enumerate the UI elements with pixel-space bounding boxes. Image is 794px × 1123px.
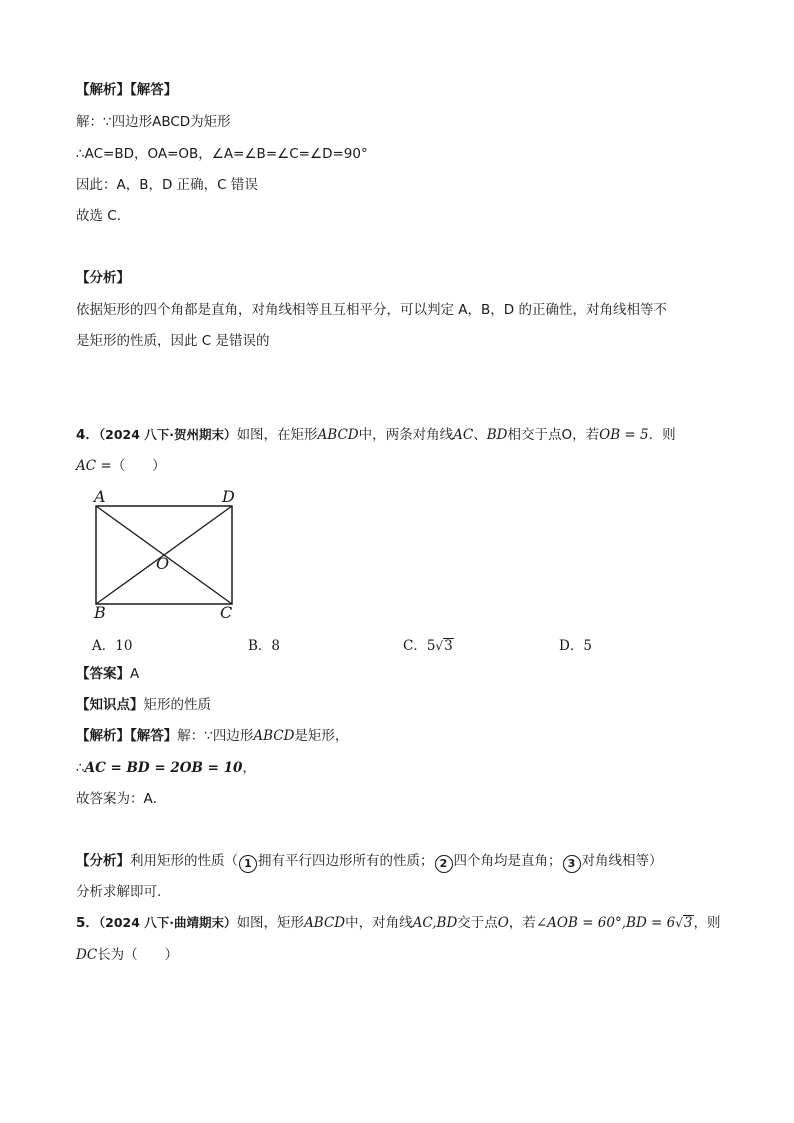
rectangle-figure xyxy=(86,484,256,620)
q4-solution-line1 xyxy=(76,726,348,746)
label-a: A xyxy=(94,487,106,506)
circled-number: 1 xyxy=(239,855,257,873)
q4-analysis-line1 xyxy=(76,851,663,873)
tag-text: 【知识点】 xyxy=(76,697,144,713)
sqrt-symbol: √ xyxy=(435,639,444,653)
circled-number: 3 xyxy=(563,855,581,873)
math-ac: AC = xyxy=(76,458,112,474)
option-d: D．5 xyxy=(559,638,592,654)
stem-text: 中，对角线 xyxy=(345,915,413,931)
question-source: （2024 八下·贺州期末） xyxy=(98,427,237,442)
question-number: 4． xyxy=(76,427,99,443)
math-acbd: AC,BD xyxy=(412,915,458,931)
option-c xyxy=(403,634,454,654)
label-b: B xyxy=(94,603,106,620)
tag-text: 【答案】 xyxy=(76,666,130,682)
stem-text: 相交于点O，若 xyxy=(507,427,600,443)
q3-solution-tag xyxy=(76,80,177,100)
stem-text: ，若 xyxy=(508,915,536,931)
sqrt-radicand: 3 xyxy=(683,915,693,931)
q3-solution-line1: 解：∵四边形ABCD为矩形 xyxy=(76,114,231,130)
circled-number: 2 xyxy=(435,855,453,873)
q3-analysis-line2: 是矩形的性质，因此 C 是错误的 xyxy=(76,333,270,349)
tag-text: 【分析】 xyxy=(76,853,130,869)
q5-stem xyxy=(76,913,721,933)
label-c: C xyxy=(220,603,233,620)
q5-stem-line2 xyxy=(76,945,178,965)
tag-text: 【分析】 xyxy=(76,270,130,286)
math-abcd: ABCD xyxy=(317,427,359,443)
solution-text: 是矩形， xyxy=(294,728,349,744)
analysis-text: 四个角均是直角； xyxy=(453,853,562,869)
stem-text: 如图，在矩形 xyxy=(236,427,318,443)
q3-analysis-tag xyxy=(76,268,130,288)
q3-solution-line4: 故选 C. xyxy=(76,208,122,224)
stem-text: 长为（ ） xyxy=(97,947,179,963)
tag-text: 【解析】【解答】 xyxy=(76,82,178,98)
math-equation: AC = BD = 2OB = 10 xyxy=(84,760,243,776)
q4-answer xyxy=(76,664,139,684)
tag-text: 【解析】【解答】 xyxy=(76,728,178,744)
solution-text: ， xyxy=(242,760,256,776)
stem-text: 、 xyxy=(473,427,487,443)
knowledge-value: 矩形的性质 xyxy=(143,697,211,713)
question-number: 5． xyxy=(76,915,99,931)
stem-text: 交于点 xyxy=(457,915,498,931)
math-abcd: ABCD xyxy=(304,915,346,931)
option-c-text: C．5 xyxy=(403,638,436,654)
stem-text: ．则 xyxy=(648,427,676,443)
analysis-text: 拥有平行四边形所有的性质； xyxy=(258,853,434,869)
math-condition: ∠AOB = 60°,BD = 6 xyxy=(535,915,676,931)
answer-value: A xyxy=(130,666,140,682)
label-d: D xyxy=(222,487,235,506)
math-ac: AC xyxy=(453,427,474,443)
math-dc: DC xyxy=(76,947,98,963)
q4-analysis-line2: 分析求解即可. xyxy=(76,884,162,900)
math-abcd: ABCD xyxy=(253,728,295,744)
analysis-text: 对角线相等） xyxy=(581,853,663,869)
therefore-symbol: ∴ xyxy=(76,760,85,776)
stem-text: 如图，矩形 xyxy=(236,915,305,931)
q3-solution-line2: ∴AC=BD，OA=OB，∠A=∠B=∠C=∠D=90° xyxy=(76,146,368,162)
math-bd: BD xyxy=(486,427,508,443)
stem-text: ，则 xyxy=(693,915,721,931)
label-o: O xyxy=(156,554,170,573)
q4-stem xyxy=(76,425,676,445)
option-b: B．8 xyxy=(248,638,281,654)
q4-solution-line2 xyxy=(76,758,256,778)
q3-solution-line3: 因此：A，B，D 正确，C 错误 xyxy=(76,177,258,193)
option-a: A．10 xyxy=(92,638,133,654)
q3-analysis-line1: 依据矩形的四个角都是直角，对角线相等且互相平分，可以判定 A，B，D 的正确性，对角线相等不 xyxy=(76,302,667,318)
q4-knowledge xyxy=(76,695,211,715)
math-ob: OB = 5 xyxy=(599,427,649,443)
math-o: O xyxy=(497,915,509,931)
q4-stem-line2 xyxy=(76,456,166,476)
solution-text: 解：∵四边形 xyxy=(177,728,254,744)
question-source: （2024 八下·曲靖期末） xyxy=(98,915,237,930)
answer-blank: （ ） xyxy=(111,458,166,474)
sqrt-radicand: 3 xyxy=(444,638,453,654)
analysis-text: 利用矩形的性质（ xyxy=(130,853,238,869)
stem-text: 中，两条对角线 xyxy=(358,427,454,443)
q4-solution-line3: 故答案为：A． xyxy=(76,791,167,807)
sqrt-symbol: √ xyxy=(675,916,683,930)
